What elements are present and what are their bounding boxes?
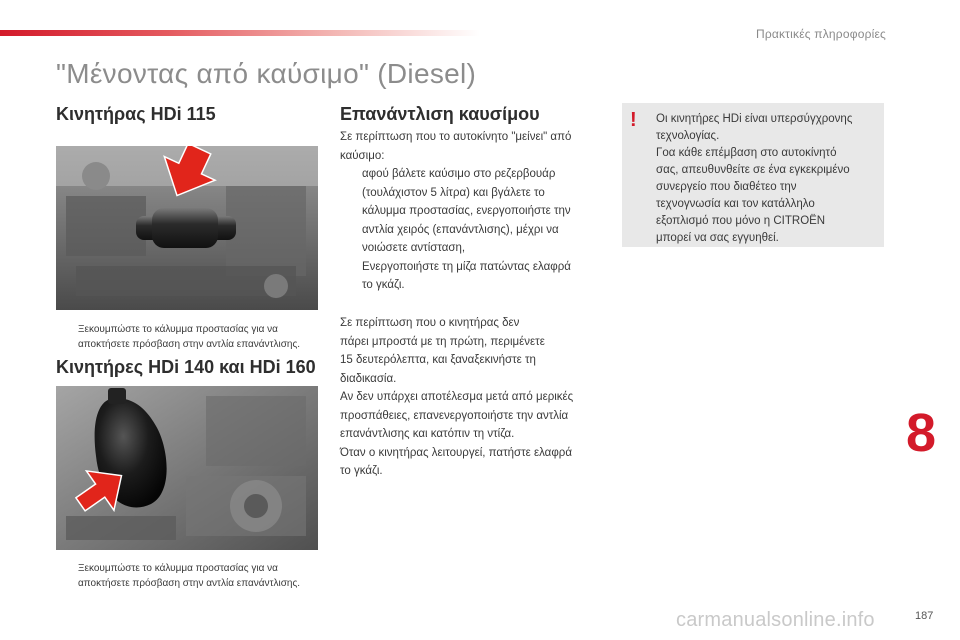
- text-line: (τουλάχιστον 5 λίτρα) και βγάλετε το: [362, 186, 545, 199]
- page-title: "Μένοντας από καύσιμο" (Diesel): [56, 58, 477, 89]
- caption-hdi-115: [56, 322, 318, 352]
- caption-line: αποκτήσετε πρόσβαση στην αντλία επανάντλισης.: [78, 339, 301, 350]
- heading-hdi-140-160: Κινητήρες HDi 140 και HDi 160: [56, 357, 316, 377]
- text-line: Όταν ο κινητήρας λειτουργεί, πατήστε ελαφρά: [340, 446, 572, 459]
- text-line: διαδικασία.: [340, 372, 397, 385]
- caption-hdi-140-160: [56, 561, 318, 591]
- engine-bulb-pump-photo: [56, 386, 318, 550]
- text-line: αφού βάλετε καύσιμο στο ρεζερβουάρ: [362, 168, 556, 180]
- text-line: τεχνογνωσία και τον κατάλληλο: [656, 198, 815, 210]
- text-line: εξοπλισμό που μόνο η CITROËN: [656, 215, 826, 227]
- text-line: καύσιμο:: [340, 149, 385, 162]
- text-line: κάλυμμα προστασίας, ενεργοποιήστε την: [362, 205, 571, 217]
- text-line: αντλία χειρός (επανάντλισης), μέχρι να: [362, 223, 559, 236]
- text-line: Αν δεν υπάρχει αποτέλεσμα μετά από μερικές: [340, 391, 574, 403]
- text-line: προσπάθειες, επανενεργοποιήστε την αντλία: [340, 409, 569, 422]
- section-header: Πρακτικές πληροφορίες: [755, 27, 886, 41]
- text-line: το γκάζι.: [362, 279, 405, 291]
- text-line: συνεργείο που διαθέτεο την: [656, 181, 797, 193]
- text-line: πάρει μπροστά με τη πρώτη, περιμένετε: [340, 335, 545, 348]
- text-line: τεχνολογίας.: [656, 130, 720, 142]
- watermark: carmanualsonline.info: [676, 609, 875, 631]
- text-line: Οι κινητήρες HDi είναι υπερσύγχρονης: [656, 113, 853, 125]
- caption-line: αποκτήσετε πρόσβαση στην αντλία επανάντλισης.: [78, 578, 301, 589]
- list-item: [340, 258, 604, 295]
- chapter-number: 8: [906, 403, 937, 463]
- text-line: Ενεργοποιήστε τη μίζα πατώντας ελαφρά: [362, 260, 571, 273]
- warning-icon: !: [630, 109, 637, 131]
- page-number: 187: [915, 610, 934, 622]
- text-line: επανάντλισης και κατόπιν τη ντίζα.: [340, 428, 515, 440]
- text-line: 15 δευτερόλεπτα, και ξαναξεκινήστε τη: [340, 354, 536, 366]
- text-line: Σε περίπτωση που το αυτοκίνητο "μείνει" από: [340, 131, 572, 143]
- heading-fuel-repriming: Επανάντλιση καυσίμου: [340, 104, 540, 124]
- text-line: σας, απευθυνθείτε σε ένα εγκεκριμένο: [656, 164, 850, 176]
- text-line: Σε περίπτωση που ο κινητήρας δεν: [340, 317, 520, 329]
- text-line: μπορεί να σας εγγυηθεί.: [656, 232, 779, 244]
- list-item: [340, 165, 604, 258]
- engine-pump-photo: [56, 146, 318, 310]
- caption-line: Ξεκουμπώστε το κάλυμμα προστασίας για να: [78, 324, 278, 335]
- text-line: νοιώσετε αντίσταση,: [362, 242, 466, 254]
- warning-note-box: [622, 103, 884, 247]
- heading-hdi-115: Κινητήρας HDi 115: [56, 104, 216, 124]
- text-line: Γοα κάθε επέμβαση στο αυτοκίνητό: [656, 147, 837, 159]
- restart-instructions: [340, 314, 604, 481]
- text-line: το γκάζι.: [340, 465, 383, 477]
- caption-line: Ξεκουμπώστε το κάλυμμα προστασίας για να: [78, 563, 278, 574]
- repriming-instructions: [340, 128, 604, 295]
- header-accent-bar: [0, 30, 480, 36]
